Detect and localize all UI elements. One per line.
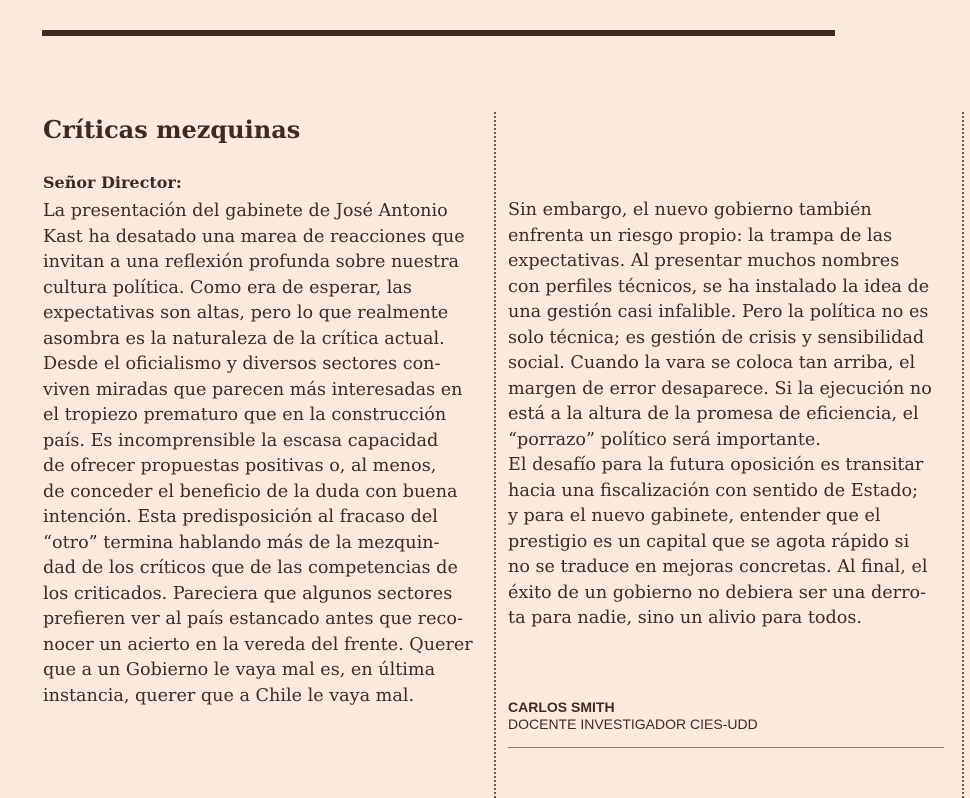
body-line: de conceder el beneficio de la duda con buena — [43, 481, 458, 502]
page-edge-divider — [962, 112, 964, 798]
body-line: ta para nadie, sino un alivio para todos. — [508, 608, 863, 628]
body-line: país. Es incomprensible la escasa capacidad — [43, 430, 439, 451]
body-line: nocer un acierto en la vereda del frente. Querer — [43, 634, 473, 655]
body-line: dad de los críticos que de las competencias de — [43, 558, 458, 578]
body-line: prestigio es un capital que se agota rápido si — [508, 531, 910, 552]
body-line: “otro” termina hablando más de la mezquin- — [43, 532, 440, 553]
body-line: El desafío para la futura oposición es transitar — [508, 455, 924, 475]
body-line: cultura política. Como era de esperar, las — [43, 277, 412, 298]
body-line: está a la altura de la promesa de eficiencia, el — [508, 404, 919, 424]
body-line: social. Cuando la vara se coloca tan arriba, el — [508, 353, 916, 373]
body-line: los criticados. Pareciera que algunos sectores — [43, 583, 453, 604]
top-rule — [42, 30, 835, 36]
body-line: La presentación del gabinete de José Antonio — [43, 201, 448, 221]
body-line: de ofrecer propuestas positivas o, al menos, — [43, 456, 437, 476]
author-name: CARLOS SMITH — [508, 699, 615, 715]
body-line: instancia, querer que a Chile le vaya mal. — [43, 685, 415, 706]
body-line: enfrenta un riesgo propio: la trampa de las — [508, 225, 893, 246]
body-line: no se traduce en mejoras concretas. Al final, el — [508, 557, 928, 577]
left-column-body — [43, 199, 488, 709]
body-line: con perfiles técnicos, se ha instalado la idea de — [508, 276, 930, 297]
body-line: y para el nuevo gabinete, entender que el — [508, 506, 881, 526]
author-role: DOCENTE INVESTIGADOR CIES-UDD — [508, 716, 758, 732]
right-column-body — [508, 198, 953, 632]
salutation: Señor Director: — [43, 173, 182, 192]
body-line: margen de error desaparece. Si la ejecución no — [508, 378, 932, 399]
body-line: el tropiezo prematuro que en la construcción — [43, 405, 447, 425]
body-line: una gestión casi infalible. Pero la política no es — [508, 302, 929, 322]
body-line: Sin embargo, el nuevo gobierno también — [508, 200, 872, 220]
body-line: intención. Esta predisposición al fracaso del — [43, 507, 438, 527]
body-line: éxito de un gobierno no debiera ser una derro- — [508, 582, 927, 603]
body-line: expectativas. Al presentar muchos nombres — [508, 251, 900, 271]
body-line: Desde el oficialismo y diversos sectores con- — [43, 354, 441, 374]
body-line: prefieren ver al país estancado antes que reco- — [43, 609, 463, 629]
body-line: hacia una fiscalización con sentido de Estado; — [508, 480, 919, 501]
body-line: solo técnica; es gestión de crisis y sensibilidad — [508, 327, 925, 348]
column-divider — [494, 112, 496, 798]
body-line: invitan a una reflexión profunda sobre nuestra — [43, 252, 460, 272]
signature-rule — [508, 747, 944, 748]
body-line: asombra es la naturaleza de la crítica actual. — [43, 328, 445, 349]
letter-title: Críticas mezquinas — [43, 115, 301, 144]
body-line: expectativas son altas, pero lo que realmente — [43, 303, 449, 323]
body-line: viven miradas que parecen más interesadas en — [43, 379, 463, 400]
body-line: “porrazo” político será importante. — [508, 429, 821, 450]
body-line: Kast ha desatado una marea de reacciones que — [43, 226, 465, 247]
body-line: que a un Gobierno le vaya mal es, en última — [43, 660, 436, 680]
